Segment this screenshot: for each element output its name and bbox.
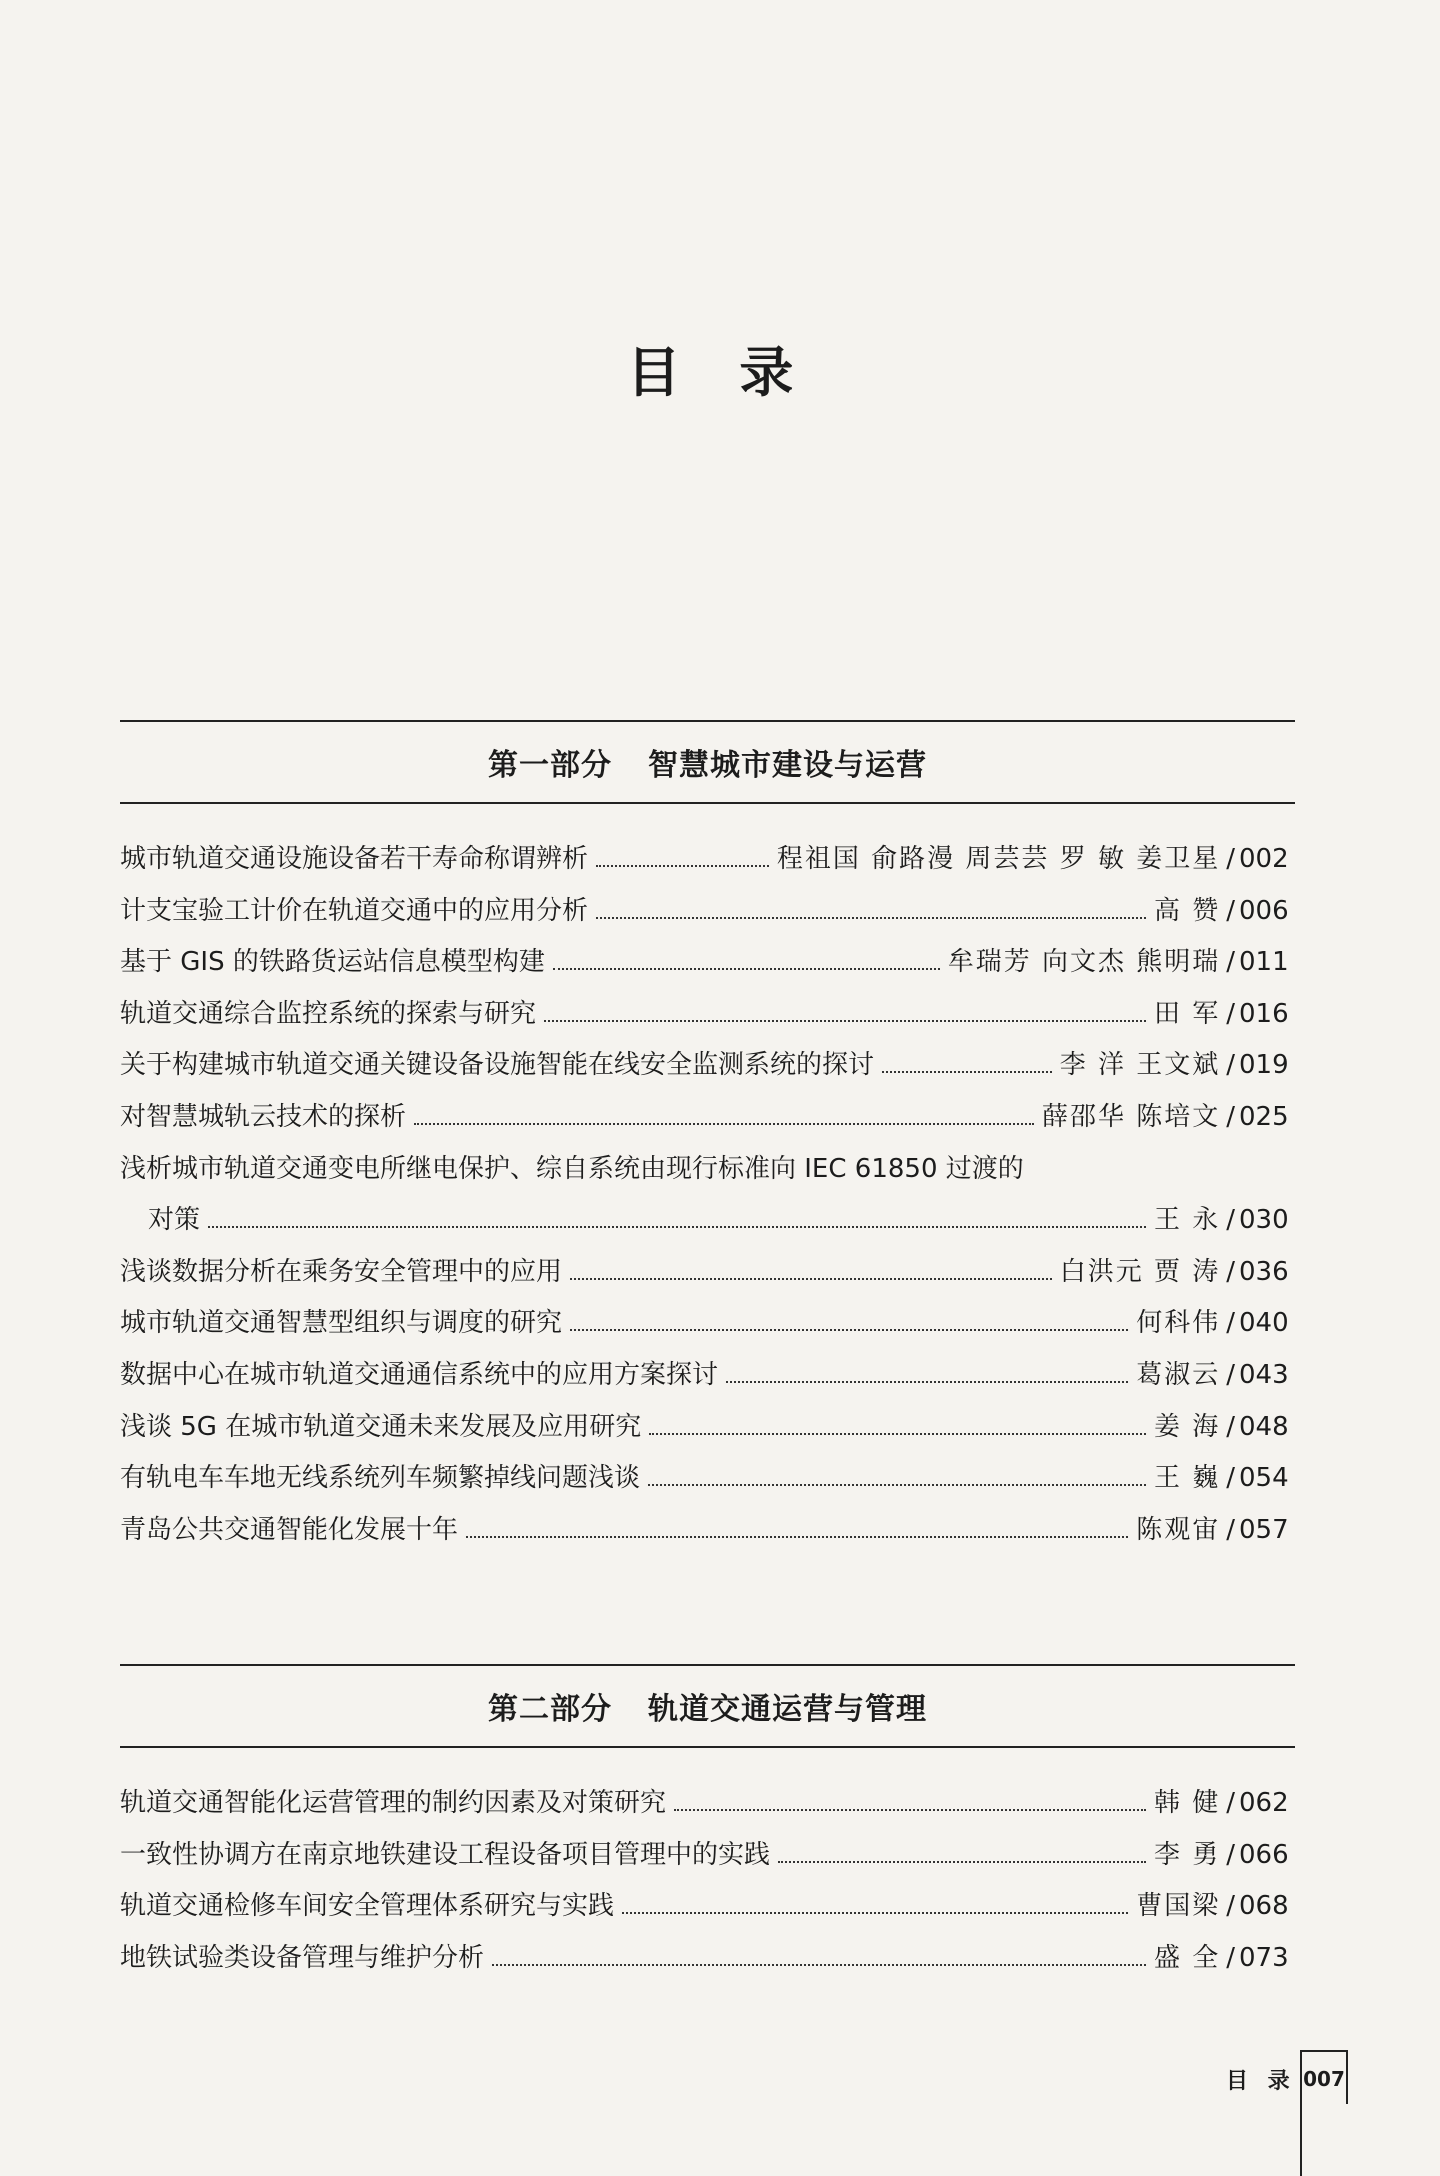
entry-page: 043	[1239, 1359, 1289, 1390]
entry-title: 城市轨道交通设施设备若干寿命称谓辨析	[120, 844, 589, 874]
dot-leader	[544, 1005, 1146, 1021]
entry-page: 068	[1239, 1891, 1289, 1922]
footer-bar	[1300, 2104, 1350, 2176]
page-separator: /	[1226, 1101, 1235, 1132]
entry-title: 浅析城市轨道交通变电所继电保护、综自系统由现行标准向 IEC 61850 过渡的	[120, 1153, 1024, 1184]
entry-title: 数据中心在城市轨道交通通信系统中的应用方案探讨	[120, 1359, 719, 1390]
toc-entry	[120, 993, 1295, 1045]
entry-page: 073	[1239, 1942, 1289, 1973]
page-separator: /	[1226, 1308, 1235, 1339]
entry-authors: 何科伟	[1136, 1308, 1221, 1339]
entry-title: 关于构建城市轨道交通关键设备设施智能在线安全监测系统的探讨	[120, 1050, 875, 1081]
entry-page: 048	[1239, 1411, 1289, 1442]
entry-page: 030	[1239, 1205, 1289, 1236]
page-separator: /	[1226, 1463, 1235, 1494]
entry-page: 006	[1239, 895, 1289, 926]
entry-authors: 李 勇	[1153, 1839, 1221, 1870]
page-separator: /	[1226, 998, 1235, 1029]
section-header	[120, 720, 1295, 804]
entry-authors: 牟瑞芳 向文杰 熊明瑞	[947, 947, 1221, 978]
entry-title: 青岛公共交通智能化发展十年	[120, 1514, 459, 1545]
entry-page: 054	[1239, 1463, 1289, 1494]
entry-page: 011	[1239, 947, 1289, 978]
footer-label: 目 录	[1226, 2069, 1296, 2094]
dot-leader	[208, 1212, 1146, 1228]
toc-entry	[120, 838, 1295, 890]
dot-leader	[778, 1846, 1146, 1862]
page-separator: /	[1226, 844, 1235, 874]
entry-title: 浅谈数据分析在乘务安全管理中的应用	[120, 1256, 563, 1287]
entry-title: 浅谈 5G 在城市轨道交通未来发展及应用研究	[120, 1411, 642, 1442]
page-separator: /	[1226, 1256, 1235, 1287]
entry-authors: 田 军	[1153, 998, 1221, 1029]
page-separator: /	[1226, 1891, 1235, 1922]
dot-leader	[492, 1949, 1146, 1965]
dot-leader	[414, 1109, 1034, 1125]
entry-page: 019	[1239, 1050, 1289, 1081]
entry-list	[120, 1782, 1295, 1988]
entry-page: 062	[1239, 1788, 1289, 1818]
page-separator: /	[1226, 1050, 1235, 1081]
entry-title: 一致性协调方在南京地铁建设工程设备项目管理中的实践	[120, 1839, 771, 1870]
entry-title: 对智慧城轨云技术的探析	[120, 1101, 407, 1132]
dot-leader	[596, 902, 1146, 918]
section-part-two	[120, 1664, 1295, 1988]
toc-entry	[120, 1885, 1295, 1937]
entry-authors: 程祖国 俞路漫 周芸芸 罗 敏 姜卫星	[776, 844, 1221, 874]
toc-entry	[120, 1302, 1295, 1354]
entry-authors: 李 洋 王文斌	[1059, 1050, 1221, 1081]
entry-page: 016	[1239, 998, 1289, 1029]
entry-title: 轨道交通检修车间安全管理体系研究与实践	[120, 1891, 615, 1922]
entry-authors: 王 巍	[1153, 1463, 1221, 1494]
entry-authors: 白洪元 贾 涛	[1059, 1256, 1221, 1287]
toc-entry	[120, 1199, 1295, 1251]
entry-title: 城市轨道交通智慧型组织与调度的研究	[120, 1308, 563, 1339]
entry-page: 002	[1239, 844, 1289, 874]
page-separator: /	[1226, 1942, 1235, 1973]
entry-page: 025	[1239, 1101, 1289, 1132]
entry-title: 轨道交通综合监控系统的探索与研究	[120, 998, 537, 1029]
toc-entry	[120, 1044, 1295, 1096]
toc-entry	[120, 1096, 1295, 1148]
toc-entry	[120, 1457, 1295, 1509]
section-name: 智慧城市建设与运营	[648, 748, 927, 783]
entry-title: 计支宝验工计价在轨道交通中的应用分析	[120, 895, 589, 926]
toc-entry	[120, 1509, 1295, 1561]
toc-entry	[120, 1354, 1295, 1406]
dot-leader	[622, 1898, 1128, 1914]
entry-authors: 陈观宙	[1136, 1514, 1221, 1545]
toc-entry	[120, 1251, 1295, 1303]
entry-title: 有轨电车车地无线系统列车频繁掉线问题浅谈	[120, 1463, 641, 1494]
entry-authors: 王 永	[1153, 1205, 1221, 1236]
section-part-one	[120, 720, 1295, 1560]
toc-entry	[120, 1406, 1295, 1458]
entry-authors: 姜 海	[1153, 1411, 1221, 1442]
dot-leader	[596, 851, 769, 867]
entry-title: 轨道交通智能化运营管理的制约因素及对策研究	[120, 1788, 667, 1818]
dot-leader	[466, 1521, 1128, 1537]
dot-leader	[570, 1263, 1052, 1279]
toc-entry	[120, 1148, 1295, 1200]
page-title: 目 录	[626, 341, 814, 404]
entry-title: 基于 GIS 的铁路货运站信息模型构建	[120, 947, 545, 978]
dot-leader	[882, 1057, 1052, 1073]
page-separator: /	[1226, 1411, 1235, 1442]
entry-page: 057	[1239, 1514, 1289, 1545]
toc-entry	[120, 890, 1295, 942]
entry-authors: 薛邵华 陈培文	[1041, 1101, 1221, 1132]
entry-list	[120, 838, 1295, 1560]
entry-page: 040	[1239, 1308, 1289, 1339]
entry-authors: 高 赞	[1153, 895, 1221, 926]
entry-authors: 曹国梁	[1136, 1891, 1221, 1922]
page-separator: /	[1226, 1839, 1235, 1870]
page-separator: /	[1226, 1514, 1235, 1545]
page-separator: /	[1226, 1205, 1235, 1236]
entry-title: 地铁试验类设备管理与维护分析	[120, 1942, 485, 1973]
entry-title: 对策	[148, 1205, 201, 1236]
entry-authors: 盛 全	[1153, 1942, 1221, 1973]
page-separator: /	[1226, 895, 1235, 926]
page-separator: /	[1226, 1788, 1235, 1818]
section-name: 轨道交通运营与管理	[648, 1692, 927, 1727]
dot-leader	[570, 1315, 1128, 1331]
dot-leader	[674, 1795, 1146, 1811]
footer-page-number: 007	[1300, 2050, 1348, 2106]
entry-authors: 韩 健	[1153, 1788, 1221, 1818]
dot-leader	[649, 1418, 1146, 1434]
page-separator: /	[1226, 1359, 1235, 1390]
section-header	[120, 1664, 1295, 1748]
toc-entry	[120, 1834, 1295, 1886]
section-part-label: 第二部分	[488, 1692, 612, 1727]
page-separator: /	[1226, 947, 1235, 978]
dot-leader	[648, 1470, 1146, 1486]
entry-page: 036	[1239, 1256, 1289, 1287]
dot-leader	[553, 954, 940, 970]
entry-authors: 葛淑云	[1136, 1359, 1221, 1390]
section-part-label: 第一部分	[488, 748, 612, 783]
toc-entry	[120, 1782, 1295, 1834]
dot-leader	[726, 1367, 1128, 1383]
toc-entry	[120, 1937, 1295, 1989]
toc-entry	[120, 941, 1295, 993]
entry-page: 066	[1239, 1839, 1289, 1870]
